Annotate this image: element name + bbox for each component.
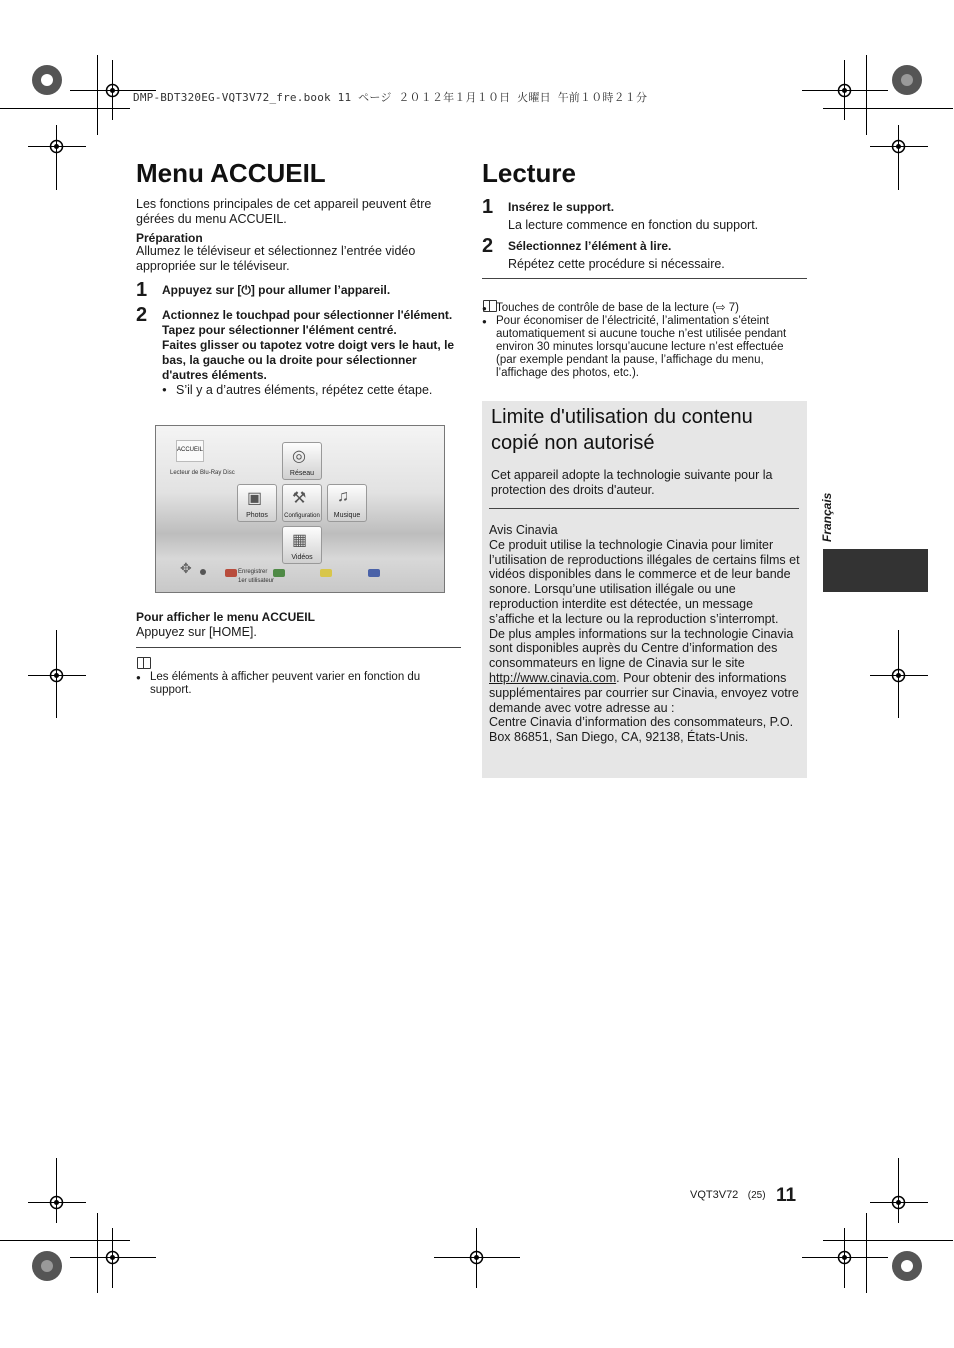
user-label: 1er utilisateur (238, 578, 275, 584)
photos-icon: ▣ (247, 490, 263, 507)
section-title: Lecture (482, 158, 576, 188)
touchpad-icon: ✥ (180, 560, 192, 576)
step-text: Appuyez sur [⏻] pour allumer l’appareil. (162, 283, 391, 297)
cinavia-text: De plus amples informations sur la technologie Cinavia sont disponibles auprès du Centre d’information des consommateurs en ligne de Cinavia sur le site (489, 626, 794, 671)
divider (482, 278, 807, 279)
step-number: 2 (482, 235, 494, 257)
crosshair-icon (469, 1250, 484, 1265)
show-menu-title: Pour afficher le menu ACCUEIL (136, 610, 315, 624)
crosshair-icon (49, 1195, 64, 1210)
page-title: Menu ACCUEIL (136, 158, 326, 188)
box-title: Limite d'utilisation du contenu copié non autorisé (491, 406, 753, 454)
crosshair-icon (49, 668, 64, 683)
tile-network[interactable]: ◎ Réseau (282, 442, 322, 480)
language-label: Français (820, 492, 834, 542)
music-note-icon: ♫ (337, 488, 349, 505)
registration-target-icon (891, 1250, 923, 1282)
crosshair-icon (837, 1250, 852, 1265)
register-label: Enregistrer (238, 569, 268, 575)
cinavia-link[interactable]: http://www.cinavia.com (489, 670, 617, 685)
cinavia-title: Avis Cinavia (489, 523, 558, 537)
registration-target-icon (31, 1250, 63, 1282)
divider (136, 647, 461, 648)
box-intro: Cet appareil adopte la technologie suivante pour la protection des droits d'auteur. (491, 468, 773, 497)
tile-videos[interactable]: ▦ Vidéos (282, 526, 322, 564)
divider (489, 508, 799, 509)
home-menu-screenshot (155, 425, 445, 593)
globe-icon: ◎ (292, 448, 306, 465)
intro-text: Les fonctions principales de cet appareil peuvent être gérées du menu ACCUEIL. (136, 197, 432, 226)
red-button[interactable] (225, 569, 237, 577)
step-title: Insérez le support. (508, 200, 615, 214)
step-number: 1 (482, 196, 494, 218)
doc-code: VQT3V72 (690, 1189, 739, 1201)
note-item: ● Pour économiser de l’électricité, l’alimentation s’éteint automatiquement si aucune touche n’est utilisée pendant environ 30 minutes lorsqu’aucune lecture n’est effectuée (par exemple pendant la pause, l’affichage du menu, l’affichage des photos, etc.). (482, 315, 800, 380)
device-label: Lecteur de Blu-Ray Disc (170, 470, 235, 476)
step-number: 2 (136, 304, 148, 326)
file-header: DMP-BDT320EG-VQT3V72_fre.book 11 ページ ２０１２年１月１０日 火曜日 午前１０時２１分 (133, 91, 648, 104)
crosshair-icon (891, 139, 906, 154)
dot-icon (200, 569, 206, 575)
note-item: ● Touches de contrôle de base de la lecture (⇨ 7) (482, 302, 800, 315)
prep-title: Préparation (136, 231, 203, 245)
crosshair-icon (891, 1195, 906, 1210)
film-icon: ▦ (292, 532, 308, 549)
doc-subpage: (25) (747, 1190, 766, 1201)
blue-button[interactable] (368, 569, 380, 577)
crosshair-icon (837, 83, 852, 98)
green-button[interactable] (273, 569, 285, 577)
yellow-button[interactable] (320, 569, 332, 577)
step-text: Tapez pour sélectionner l'élément centré. (162, 323, 397, 337)
cinavia-text: . Pour obtenir des informations supplémentaires par courrier sur Cinavia, envoyez votre demande avec votre adresse au : (489, 670, 799, 715)
step-text: Faites glisser ou tapotez votre doigt vers le haut, le bas, la gauche ou la droite pour sélectionner d'autres éléments. (162, 338, 455, 382)
tile-photos[interactable]: ▣ Photos (237, 484, 277, 522)
note-book-icon (137, 657, 151, 669)
crosshair-icon (105, 83, 120, 98)
cinavia-address: Centre Cinavia d’information des consommateurs, P.O. Box 86851, San Diego, CA, 92138, États-Unis. (489, 715, 794, 745)
step-text: Actionnez le touchpad pour sélectionner l'élément. (162, 308, 453, 322)
prep-text: Allumez le téléviseur et sélectionnez l’entrée vidéo appropriée sur le téléviseur. (136, 244, 416, 273)
show-menu-text: Appuyez sur [HOME]. (136, 625, 257, 639)
tile-configuration[interactable]: ⚒ Configuration (282, 484, 322, 522)
footer (690, 1185, 796, 1207)
tools-icon: ⚒ (292, 490, 307, 507)
page-number: 11 (776, 1185, 797, 1206)
step-text: Répétez cette procédure si nécessaire. (508, 257, 725, 271)
cinavia-text: Ce produit utilise la technologie Cinavia pour limiter l’utilisation de reproductions illégales de certains films et vidéos disponibles dans le commerce et de leur bande sonore. Lorsqu’une utilisation illégale ou une reproduction interdite est détectée, un message s’affiche et la lecture ou la reproduction s’interrompt. (489, 537, 800, 626)
step-text: La lecture commence en fonction du support. (508, 218, 759, 232)
copy-protection-box (482, 401, 807, 778)
tile-music[interactable]: ♫ Musique (327, 484, 367, 522)
language-tab (823, 549, 928, 592)
note-item: ● Les éléments à afficher peuvent varier en fonction du support. (136, 671, 456, 697)
registration-target-icon (31, 64, 63, 96)
step-number: 1 (136, 279, 148, 301)
crosshair-icon (105, 1250, 120, 1265)
crosshair-icon (49, 139, 64, 154)
registration-target-icon (891, 64, 923, 96)
bullet-item: ● S’il y a d’autres éléments, répétez cette étape. (162, 383, 462, 398)
home-label: ACCUEIL (176, 440, 204, 462)
step-title: Sélectionnez l’élément à lire. (508, 239, 672, 253)
crosshair-icon (891, 668, 906, 683)
